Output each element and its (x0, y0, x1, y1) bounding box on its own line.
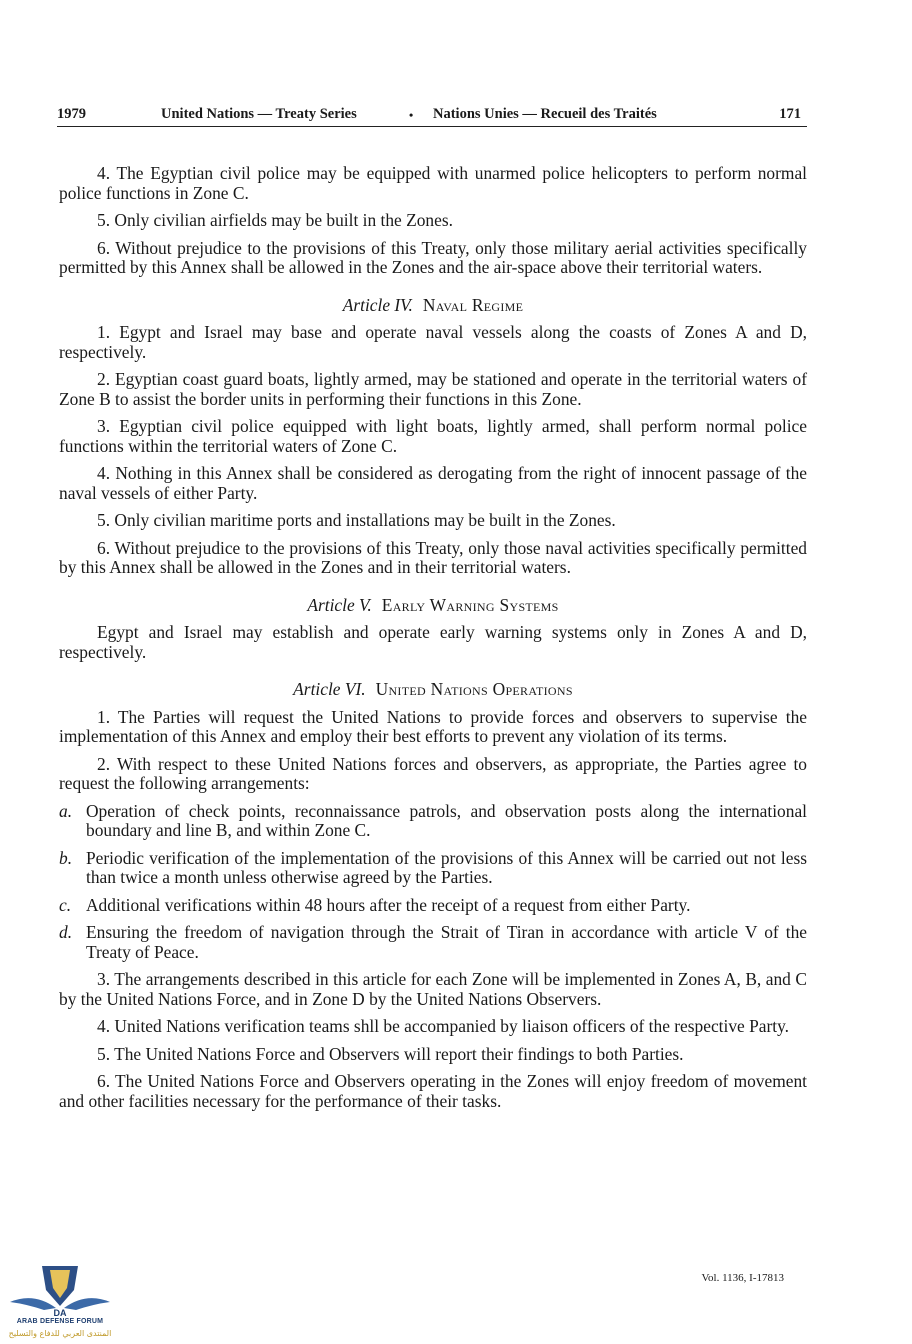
list-item-text: Operation of check points, reconnaissance patrols, and observation posts along the international boundary and line B, and within Zone C. (86, 800, 807, 840)
list-item (59, 896, 807, 916)
list-item (59, 923, 807, 962)
article-label: Article IV. (342, 294, 413, 315)
logo-name-ar: المنتدى العربي للدفاع والتسليح (8, 1329, 112, 1338)
article-label: Article VI. (293, 679, 366, 699)
paragraph: 6. Without prejudice to the provisions of this Treaty, only those naval activities specifically permitted by this Annex shall be allowed in the Zones and in their territorial waters. (59, 537, 807, 577)
list-item (59, 849, 807, 888)
paragraph: 4. The Egyptian civil police may be equipped with unarmed police helicopters to perform normal police functions in Zone C. (59, 163, 807, 203)
paragraph: 4. United Nations verification teams shll be accompanied by liaison officers of the respective Party. (97, 1016, 790, 1036)
header-title-fr: Nations Unies — Recueil des Traités (433, 106, 657, 122)
article-5-heading (59, 596, 807, 616)
article-title: Naval Regime (422, 294, 524, 315)
list-item-label: a. (59, 800, 73, 821)
running-header (57, 104, 807, 127)
article-6-heading (59, 680, 807, 700)
article-title: United Nations Operations (375, 679, 573, 699)
list-item-text: Ensuring the freedom of navigation through the Strait of Tiran in accordance with article V of the Treaty of Peace. (86, 922, 807, 962)
paragraph: 4. Nothing in this Annex shall be considered as derogating from the right of innocent passage of the naval vessels of either Party. (59, 463, 807, 503)
paragraph: 1. The Parties will request the United Nations to provide forces and observers to supervise the implementation of this Annex and employ their best efforts to prevent any violation of its terms. (59, 706, 807, 746)
paragraph: 6. Without prejudice to the provisions of this Treaty, only those military aerial activities specifically permitted by this Annex shall be allowed in the Zones and the air-space above their territorial waters. (59, 237, 807, 277)
volume-reference: Vol. 1136, I-17813 (701, 1272, 784, 1284)
header-bullet: • (409, 108, 414, 122)
header-year: 1979 (57, 106, 86, 122)
paragraph: 5. Only civilian airfields may be built in the Zones. (97, 210, 453, 230)
list-item-text: Periodic verification of the implementation of the provisions of this Annex will be carried out not less than twice a month unless otherwise agreed by the Parties. (86, 847, 807, 887)
paragraph: 5. The United Nations Force and Observers will report their findings to both Parties. (97, 1043, 684, 1064)
paragraph: Egypt and Israel may establish and operate early warning systems only in Zones A and D, respectively. (59, 622, 807, 662)
article-4-heading (59, 296, 807, 316)
paragraph: 3. The arrangements described in this article for each Zone will be implemented in Zones A, B, and C by the United Nations Force, and in Zone D by the United Nations Observers. (59, 969, 807, 1009)
paragraph: 6. The United Nations Force and Observers operating in the Zones will enjoy freedom of movement and other facilities necessary for the performance of their tasks. (59, 1071, 807, 1111)
list-item-label: d. (59, 922, 73, 942)
page-body (59, 164, 807, 1119)
shield-icon (4, 1262, 116, 1318)
paragraph: 2. Egyptian coast guard boats, lightly armed, may be stationed and operate in the territorial waters of Zone B to assist the border units in performing their functions in this Zone. (59, 369, 807, 409)
paragraph: 5. Only civilian maritime ports and installations may be built in the Zones. (97, 510, 616, 530)
page-number: 171 (779, 106, 801, 122)
list-item-text: Additional verifications within 48 hours after the receipt of a request from either Party. (86, 894, 691, 915)
paragraph: 3. Egyptian civil police equipped with light boats, lightly armed, shall perform normal police functions within the territorial waters of Zone C. (59, 416, 807, 456)
header-title-en: United Nations — Treaty Series (161, 106, 357, 122)
article-label: Article V. (307, 594, 372, 615)
logo-mark: DA (53, 1308, 67, 1318)
paragraph: 1. Egypt and Israel may base and operate naval vessels along the coasts of Zones A and D, respectively. (59, 322, 807, 362)
article-title: Early Warning Systems (381, 594, 559, 615)
list-item-label: b. (59, 847, 73, 868)
paragraph: 2. With respect to these United Nations forces and observers, as appropriate, the Parties agree to request the following arrangements: (59, 753, 807, 793)
logo-name-en: ARAB DEFENSE FORUM (16, 1318, 104, 1325)
list-item-label: c. (59, 894, 72, 915)
list-item (59, 802, 807, 841)
watermark-logo (4, 1262, 116, 1344)
